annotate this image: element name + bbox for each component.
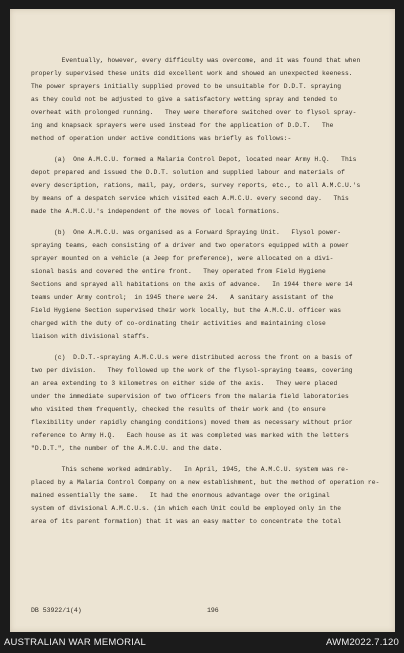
text-line: Eventually, however, every difficulty was overcome, and it was found that when xyxy=(31,57,361,64)
text-line: under the immediate supervision of two officers from the malaria field laboratories xyxy=(31,393,349,400)
page-number: 196 xyxy=(207,607,219,614)
paragraph-gap xyxy=(31,218,383,226)
text-line: Field Hygiene Section supervised their work locally, but the A.M.C.U. officer was xyxy=(31,307,342,314)
document-reference-code: DB 53922/1(4) xyxy=(31,607,82,614)
text-line: placed by a Malaria Control Company on a new establishment, but the method of operation re- xyxy=(31,479,380,486)
text-line: (c) D.D.T.-spraying A.M.C.U.s were distributed across the front on a basis of xyxy=(31,354,353,361)
text-line: spraying teams, each consisting of a driver and two operators equipped with a power xyxy=(31,242,349,249)
text-line: as they could not be adjusted to give a satisfactory wetting spray and tended to xyxy=(31,96,338,103)
text-line: sprayer mounted on a vehicle (a Jeep for preference), were allocated on a divi- xyxy=(31,255,334,262)
text-line: The power sprayers initially supplied proved to be unsuitable for D.D.T. spraying xyxy=(31,83,342,90)
paragraph-gap xyxy=(31,145,383,153)
document-page xyxy=(10,9,395,632)
text-line: Sections and sprayed all habitations on the axis of advance. In 1944 there were 14 xyxy=(31,281,353,288)
text-line: who visited them frequently, checked the results of their work and (to ensure xyxy=(31,406,326,413)
text-line: area of its parent formation) that it was an easy matter to concentrate the total xyxy=(31,518,342,525)
text-line: reference to Army H.Q. Each house as it was completed was marked with the letters xyxy=(31,432,349,439)
text-line: two per division. They followed up the work of the flysol-spraying teams, covering xyxy=(31,367,353,374)
text-line: This scheme worked admirably. In April, 1945, the A.M.C.U. system was re- xyxy=(31,466,349,473)
archive-credit: AUSTRALIAN WAR MEMORIAL xyxy=(4,637,147,648)
paragraph-gap xyxy=(31,343,383,351)
text-line: flexibility under rapidly changing conditions) moved them as necessary without prior xyxy=(31,419,353,426)
text-line: depot prepared and issued the D.D.T. solution and supplied labour and materials of xyxy=(31,169,345,176)
text-line: made the A.M.C.U.'s independent of the moves of local formations. xyxy=(31,208,280,215)
text-line: charged with the duty of co-ordinating their activities and maintaining close xyxy=(31,320,326,327)
text-line: an area extending to 3 kilometres on either side of the axis. They were placed xyxy=(31,380,338,387)
text-line: properly supervised these units did excellent work and showed an unexpected keeness. xyxy=(31,70,353,77)
text-line: sional basis and covered the entire front. They operated from Field Hygiene xyxy=(31,268,326,275)
text-line: (b) One A.M.C.U. was organised as a Forward Spraying Unit. Flysol power- xyxy=(31,229,342,236)
document-body xyxy=(31,54,383,528)
archive-accession-number: AWM2022.7.120 xyxy=(325,637,399,648)
text-line: ing and knapsack sprayers were used instead for the application of D.D.T. The xyxy=(31,122,334,129)
text-line: mained essentially the same. It had the enormous advantage over the original xyxy=(31,492,330,499)
text-line: method of operation under active conditions was briefly as follows:- xyxy=(31,135,292,142)
text-line: liaison with divisional staffs. xyxy=(31,333,150,340)
text-line: by means of a despatch service which visited each A.M.C.U. every second day. This xyxy=(31,195,349,202)
text-line: every description, rations, mail, pay, orders, survey reports, etc., to all A.M.C.U.'s xyxy=(31,182,361,189)
text-line: system of divisional A.M.C.U.s. (in which each Unit could be employed only in the xyxy=(31,505,342,512)
text-line: teams under Army control; in 1945 there were 24. A sanitary assistant of the xyxy=(31,294,334,301)
text-line: overheat with prolonged running. They were therefore switched over to flysol spray- xyxy=(31,109,357,116)
text-line: "D.D.T.", the number of the A.M.C.U. and the date. xyxy=(31,445,223,452)
paragraph-gap xyxy=(31,455,383,463)
text-line: (a) One A.M.C.U. formed a Malaria Control Depot, located near Army H.Q. This xyxy=(31,156,357,163)
